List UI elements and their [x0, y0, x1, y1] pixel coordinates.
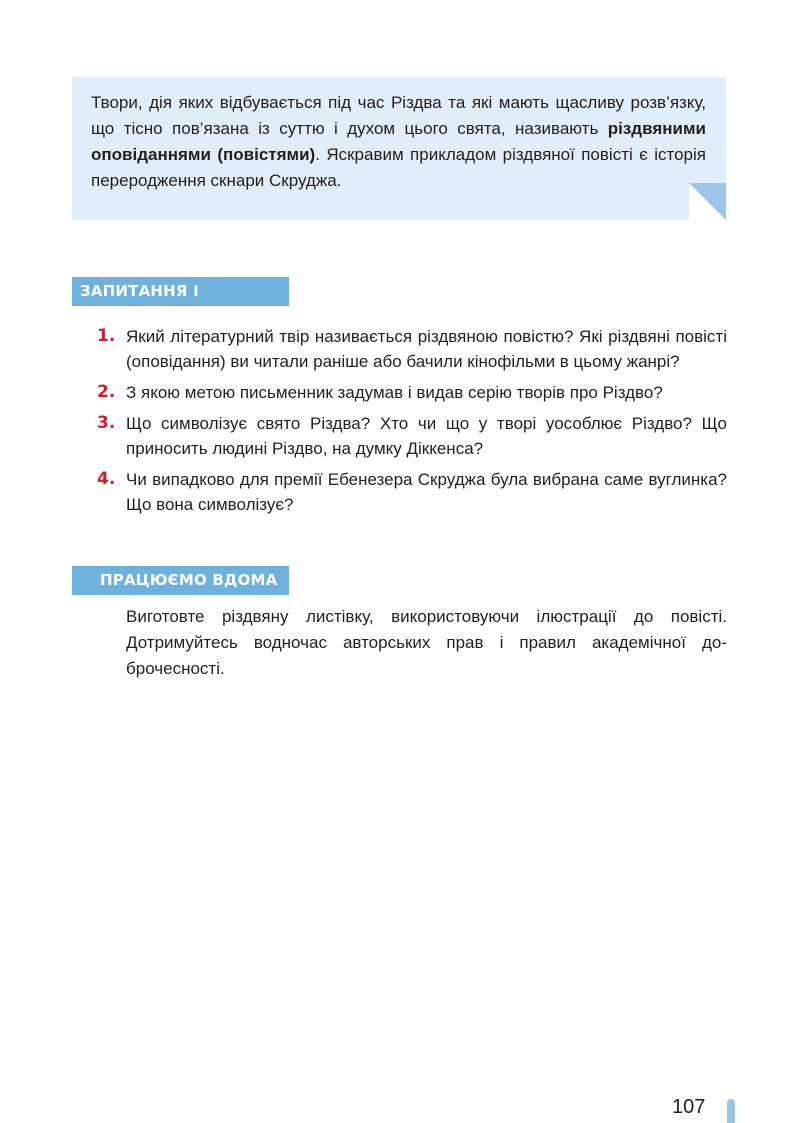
question-item [97, 467, 727, 517]
page-edge-marker [727, 1099, 735, 1123]
corner-fold-decoration [689, 183, 726, 220]
definition-box [72, 77, 726, 220]
question-text: Чи випадково для премії Ебенезера Скруджа була вибрана саме вуглинка? Що вона символізує? [126, 470, 727, 514]
question-text: Що символізує свято Різдва? Хто чи що у творі уособлює Різдво? Що приносить людині Різдво, на думку Діккенса? [126, 414, 727, 458]
home-section-label: ПРАЦЮЄМО ВДОМА [72, 566, 289, 595]
definition-text-after: . Яскравим прикладом різдвяної повісті є історія переродження скнари Скруджа. [91, 145, 706, 190]
question-number: 4. [97, 469, 116, 489]
question-item [97, 411, 727, 461]
question-number: 1. [97, 326, 116, 346]
definition-text [91, 90, 706, 194]
questions-list [97, 324, 727, 523]
question-number: 2. [97, 382, 116, 402]
page-number: 107 [672, 1096, 706, 1118]
home-task-text: Виготовте різдвяну листівку, використовуючи ілюстрації до повісті. Дотримуйтесь водночас авторських прав і правил академічної доброчесності. [126, 607, 727, 678]
definition-text-before: Твори, дія яких відбувається під час Різдва та які мають щасливу розв’язку, що тісно пов’язана із суттю і духом цього свята, називають [91, 93, 706, 138]
definition-bold-term: різдвяними оповіданнями (повістями) [91, 119, 706, 164]
questions-section-label: ЗАПИТАННЯ І ЗАВДАННЯ [72, 277, 289, 306]
question-text: З якою метою письменник задумав і видав серію творів про Різдво? [126, 383, 663, 402]
question-item [97, 380, 727, 405]
question-item [97, 324, 727, 374]
question-text: Який літературний твір називається різдвяною повістю? Які різдвяні повісті (оповідання) ви читали раніше або бачили кінофільми в цьому жанрі? [126, 327, 727, 371]
question-number: 3. [97, 413, 116, 433]
